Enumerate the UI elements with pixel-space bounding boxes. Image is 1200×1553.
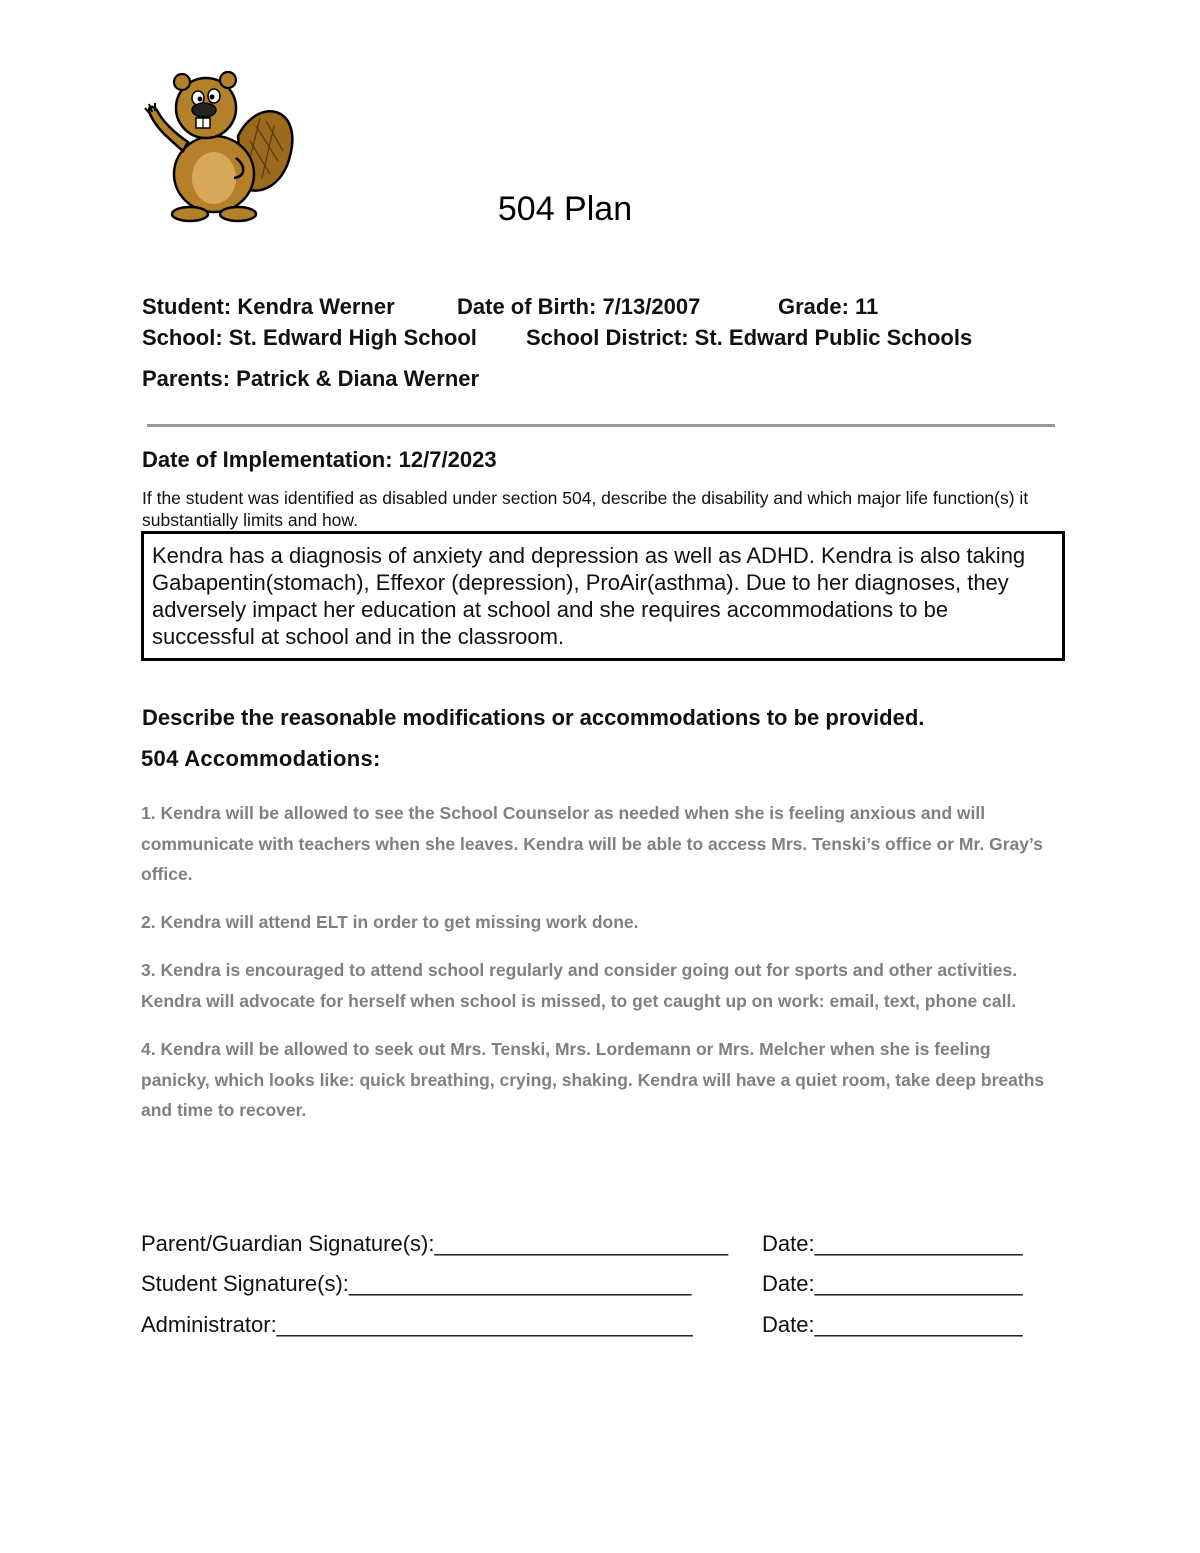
parent-signature-line[interactable]: Parent/Guardian Signature(s):________________________ — [141, 1231, 729, 1256]
accommodation-item-1: 1. Kendra will be allowed to see the School Counselor as needed when she is feeling anxious and will communicate with teachers when she leaves. Kendra will be able to access Mrs. Tenski’s office or Mr. Gray’s office. — [141, 803, 1043, 884]
accommodations-heading-text: 504 Accommodations: — [141, 746, 381, 771]
modifications-heading: Describe the reasonable modifications or accommodations to be provided. — [142, 705, 925, 730]
accommodation-item-4: 4. Kendra will be allowed to seek out Mrs. Tenski, Mrs. Lordemann or Mrs. Melcher when she is feeling panicky, which looks like: quick breathing, crying, shaking. Kendra will have a quiet room, take deep breaths and time to recover. — [141, 1039, 1045, 1120]
school-district: School District: St. Edward Public Schools — [526, 325, 973, 350]
implementation-date: Date of Implementation: 12/7/2023 — [142, 447, 497, 472]
grade: Grade: 11 — [778, 294, 879, 319]
disability-description-box: Kendra has a diagnosis of anxiety and depression as well as ADHD. Kendra is also taking Gabapentin(stomach), Effexor (depression), ProAir(asthma). Due to her diagnoses, they adversely impact her education at school and she requires accommodations to be successful at school and in the classroom. — [141, 531, 1065, 661]
student-date-line[interactable]: Date:_________________ — [762, 1271, 1023, 1296]
parent-date-line[interactable]: Date:_________________ — [762, 1231, 1023, 1256]
school: School: St. Edward High School — [142, 325, 477, 350]
parents: Parents: Patrick & Diana Werner — [142, 366, 480, 391]
date-of-birth: Date of Birth: 7/13/2007 — [457, 294, 701, 319]
administrator-date-line[interactable]: Date:_________________ — [762, 1312, 1023, 1337]
accommodation-item-3: 3. Kendra is encouraged to attend school regularly and consider going out for sports and other activities. Kendra will advocate for herself when school is missed, to get caught up on work: email, text, phone call. — [141, 960, 1018, 1011]
accommodations-heading — [141, 746, 381, 772]
page-title: 504 Plan — [497, 190, 633, 228]
student-name: Student: Kendra Werner — [142, 294, 395, 319]
divider — [147, 424, 1055, 427]
accommodation-item-2: 2. Kendra will attend ELT in order to get missing work done. — [141, 912, 639, 932]
student-signature-line[interactable]: Student Signature(s):____________________________ — [141, 1271, 692, 1296]
disability-prompt: If the student was identified as disabled under section 504, describe the disability and which major life function(s) it substantially limits and how. — [142, 488, 1029, 530]
administrator-signature-line[interactable]: Administrator:__________________________________ — [141, 1312, 693, 1337]
